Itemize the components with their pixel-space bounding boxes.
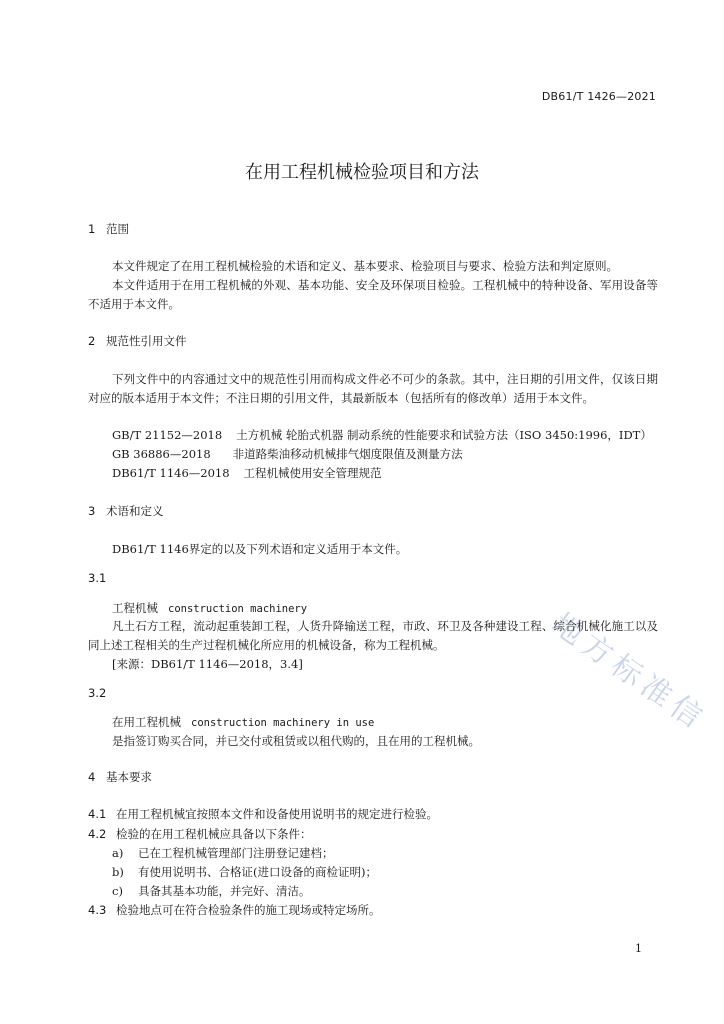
list-item: b) 有使用说明书、合格证(进口设备的商检证明)； [112, 865, 377, 879]
term-english: construction machinery in use [191, 717, 375, 729]
scope-text [88, 257, 658, 314]
section-heading-scope [88, 221, 129, 237]
reference-code: GB/T 21152—2018 [112, 428, 223, 442]
clause-4-1: 4.1 在用工程机械宜按照本文件和设备使用说明书的规定进行检验。 [88, 807, 438, 821]
paragraph: DB61/T 1146界定的以及下列术语和定义适用于本文件。 [112, 542, 408, 556]
section-number: 1 [88, 222, 96, 236]
page-number: 1 [635, 942, 642, 955]
list-item: a) 已在工程机械管理部门注册登记建档； [112, 846, 334, 860]
term-source: [来源：DB61/T 1146—2018，3.4] [112, 657, 303, 671]
section-heading-terms [88, 503, 164, 519]
clause-4-3: 4.3 检验地点可在符合检验条件的施工现场或特定场所。 [88, 903, 381, 917]
section-number: 3 [88, 504, 96, 518]
term-entry [112, 600, 307, 616]
reference-code: GB 36886—2018 [112, 447, 211, 461]
document-code: DB61/T 1426—2021 [541, 90, 656, 103]
document-title: 在用工程机械检验项目和方法 [245, 162, 479, 183]
section-number: 2 [88, 334, 96, 348]
reference-item [112, 427, 652, 443]
section-title: 规范性引用文件 [106, 334, 187, 348]
list-item: c) 具备其基本功能，并完好、清洁。 [112, 884, 311, 898]
paragraph: 本文件适用于在用工程机械的外观、基本功能、安全及环保项目检验。工程机械中的特种设备、军用设备等不适用于本文件。 [88, 278, 658, 311]
section-number: 4 [88, 770, 96, 784]
section-title: 术语和定义 [106, 504, 164, 518]
watermark: 地方标准信 [545, 606, 713, 739]
reference-title: 土方机械 轮胎式机器 制动系统的性能要求和试验方法（ISO 3450:1996，IDT） [236, 428, 652, 442]
reference-code: DB61/T 1146—2018 [112, 466, 230, 480]
reference-item [112, 465, 382, 481]
term-definition: 是指签订购买合同，并已交付或租赁或以租代购的，且在用的工程机械。 [112, 734, 480, 748]
term-definition: 凡土石方工程，流动起重装卸工程，人货升降输送工程，市政、环卫及各种建设工程、综合机械化施工以及同上述工程相关的生产过程机械化所应用的机械设备，称为工程机械。 [88, 619, 658, 652]
section-title: 基本要求 [106, 770, 152, 784]
section-title: 范围 [106, 222, 129, 236]
reference-title: 非道路柴油移动机械排气烟度限值及测量方法 [232, 447, 463, 461]
term-number: 3.2 [88, 686, 107, 700]
section-heading-normative-references [88, 333, 187, 349]
paragraph: 下列文件中的内容通过文中的规范性引用而构成文件必不可少的条款。其中，注日期的引用文件，仅该日期对应的版本适用于本文件；不注日期的引用文件，其最新版本（包括所有的修改单）适用于本文件。 [88, 372, 658, 405]
term-number: 3.1 [88, 571, 107, 585]
reference-title: 工程机械使用安全管理规范 [243, 466, 382, 480]
reference-item [112, 446, 463, 462]
term-english: construction machinery [168, 603, 308, 615]
section-heading-basic-requirements [88, 769, 152, 785]
term-entry [112, 714, 374, 730]
term-chinese: 工程机械 [112, 601, 158, 615]
paragraph: 本文件规定了在用工程机械检验的术语和定义、基本要求、检验项目与要求、检验方法和判定原则。 [112, 259, 618, 273]
term-chinese: 在用工程机械 [112, 715, 181, 729]
clause-4-2: 4.2 检验的在用工程机械应具备以下条件： [88, 827, 312, 841]
